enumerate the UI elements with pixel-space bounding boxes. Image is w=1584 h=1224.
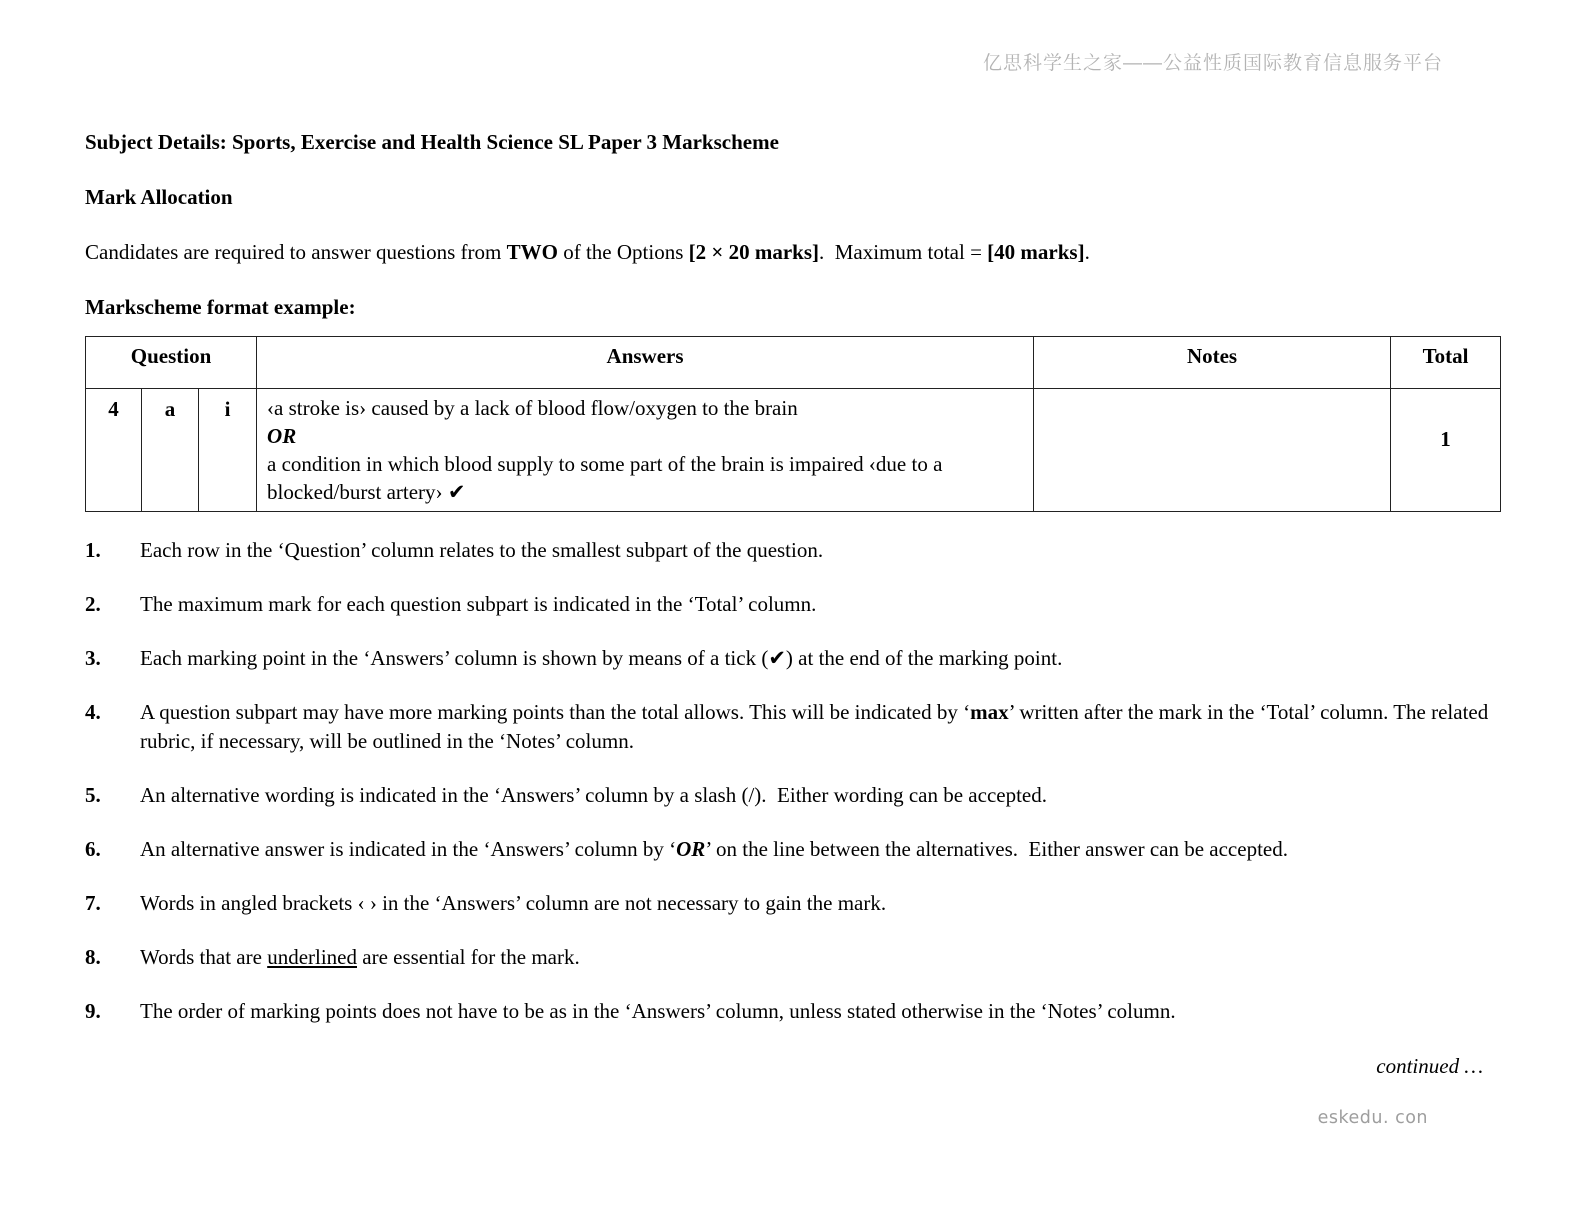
bottom-watermark: eskedu. con: [1317, 1108, 1428, 1128]
markscheme-table: [85, 336, 1501, 512]
allocation-text-segment: .: [1084, 240, 1090, 264]
top-watermark: 亿思科学生之家——公益性质国际教育信息服务平台: [982, 53, 1443, 74]
rule-text-segment: are essential for the mark.: [357, 945, 580, 969]
rule-text: [140, 644, 1500, 673]
rule-item-1: [85, 536, 1500, 565]
rule-text-segment: ’ written after the mark in the ‘Total’ column. The related rubric, if necessary, will be outlined in the ‘Notes’ column.: [140, 700, 1489, 753]
answer-line-2-text: a condition in which blood supply to some part of the brain is impaired ‹due to a blocked/burst artery›: [267, 452, 943, 504]
table-header-row: [86, 337, 1501, 389]
rule-emphasis-segment: max: [970, 700, 1009, 724]
rule-text-segment: ’ on the line between the alternatives. Either answer can be accepted.: [705, 837, 1288, 861]
question-part-cell: a: [142, 389, 199, 512]
rule-item-4: [85, 698, 1500, 756]
rule-item-9: [85, 997, 1500, 1026]
example-heading: Markscheme format example:: [85, 295, 356, 319]
rule-item-6: [85, 835, 1500, 864]
question-subpart-cell: i: [199, 389, 257, 512]
rule-number: 5.: [85, 783, 101, 807]
rule-number: 1.: [85, 538, 101, 562]
col-header-question: Question: [86, 337, 257, 389]
rule-item-7: [85, 889, 1500, 918]
rule-text: [140, 698, 1500, 756]
rule-number: 9.: [85, 999, 101, 1023]
rule-number: 6.: [85, 837, 101, 861]
rule-text-segment: The order of marking points does not have to be as in the ‘Answers’ column, unless stated otherwise in the ‘Notes’ column.: [140, 999, 1176, 1023]
rule-text: [140, 781, 1500, 810]
rule-text-segment: The maximum mark for each question subpart is indicated in the ‘Total’ column.: [140, 592, 817, 616]
rule-text-segment: Each row in the ‘Question’ column relates to the smallest subpart of the question.: [140, 538, 824, 562]
rule-text-segment: An alternative answer is indicated in the ‘Answers’ column by ‘: [140, 837, 677, 861]
rule-text-segment: Words that are: [140, 945, 268, 969]
answer-cell: [257, 389, 1034, 512]
answer-or-label: OR: [267, 424, 297, 448]
rule-item-5: [85, 781, 1500, 810]
rule-text-segment: Each marking point in the ‘Answers’ column is shown by means of a tick (: [140, 646, 769, 670]
marking-rules-list: [85, 536, 1500, 1026]
tick-icon: ✔: [768, 646, 786, 670]
rule-item-3: [85, 644, 1500, 673]
rule-number: 3.: [85, 646, 101, 670]
rule-item-2: [85, 590, 1500, 619]
rule-text-segment: ) at the end of the marking point.: [785, 646, 1063, 670]
rule-text: [140, 997, 1500, 1026]
rule-text: [140, 590, 1500, 619]
allocation-text-segment: Candidates are required to answer questions from: [85, 240, 507, 264]
rule-number: 2.: [85, 592, 101, 616]
rule-text: [140, 943, 1500, 972]
allocation-bold-marks: [2 × 20 marks]: [688, 240, 819, 264]
rule-text: [140, 889, 1500, 918]
col-header-notes: Notes: [1034, 337, 1391, 389]
answer-line-1: ‹a stroke is› caused by a lack of blood flow/oxygen to the brain: [267, 396, 798, 420]
col-header-answers: Answers: [257, 337, 1034, 389]
col-header-total: Total: [1391, 337, 1501, 389]
rule-number: 7.: [85, 891, 101, 915]
allocation-bold-two: TWO: [506, 240, 558, 264]
allocation-paragraph: [85, 238, 1500, 267]
rule-item-8: [85, 943, 1500, 972]
notes-cell: [1034, 389, 1391, 512]
rule-number: 8.: [85, 945, 101, 969]
question-number-cell: 4: [86, 389, 142, 512]
rule-text: [140, 835, 1500, 864]
rule-text-segment: A question subpart may have more marking points than the total allows. This will be indicated by ‘: [140, 700, 971, 724]
continued-label: continued …: [1376, 1054, 1483, 1078]
table-row: [86, 389, 1501, 512]
rule-emphasis-segment: underlined: [267, 945, 357, 969]
mark-allocation-heading: Mark Allocation: [85, 185, 233, 209]
rule-text-segment: An alternative wording is indicated in the ‘Answers’ column by a slash (/). Either wording can be accepted.: [140, 783, 1047, 807]
rule-text-segment: Words in angled brackets ‹ › in the ‘Answers’ column are not necessary to gain the mark.: [140, 891, 887, 915]
allocation-text-segment: . Maximum total =: [819, 240, 988, 264]
allocation-text-segment: of the Options: [557, 240, 689, 264]
rule-text: [140, 536, 1500, 565]
total-cell: 1: [1391, 389, 1501, 512]
answer-line-2: [267, 450, 1023, 506]
page-title: Subject Details: Sports, Exercise and Health Science SL Paper 3 Markscheme: [85, 130, 779, 154]
rule-number: 4.: [85, 700, 101, 724]
rule-emphasis-segment: OR: [676, 837, 706, 861]
tick-icon: ✔: [447, 480, 466, 504]
allocation-bold-total: [40 marks]: [987, 240, 1085, 264]
